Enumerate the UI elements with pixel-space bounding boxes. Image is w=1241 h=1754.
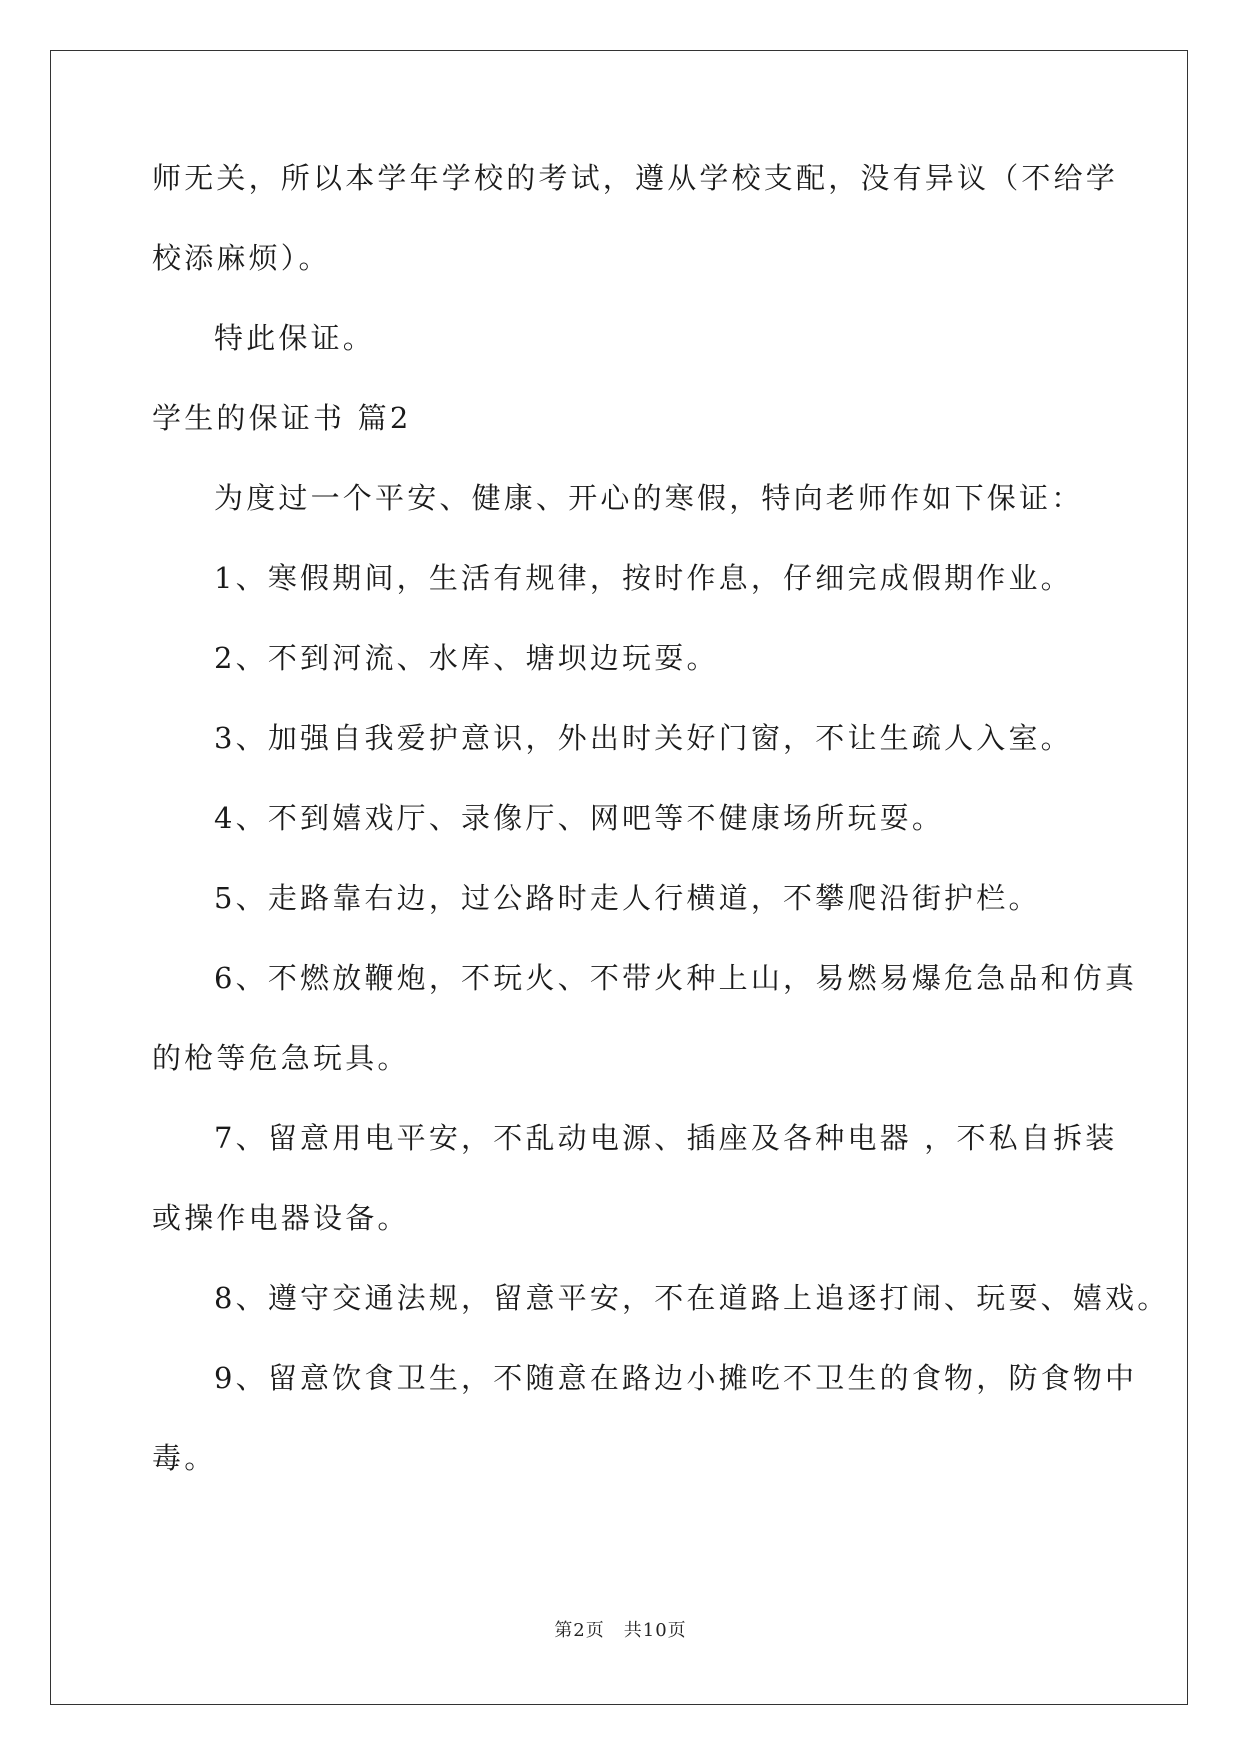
- list-item: 4、不到嬉戏厅、录像厅、网吧等不健康场所玩耍。: [214, 801, 945, 835]
- list-item: 9、留意饮食卫生，不随意在路边小摊吃不卫生的食物，防食物中: [214, 1361, 1138, 1395]
- paragraph-line: 特此保证。: [214, 321, 376, 355]
- list-item: 1、寒假期间，生活有规律，按时作息，仔细完成假期作业。: [214, 561, 1073, 595]
- list-item-continuation: 或操作电器设备。: [152, 1201, 410, 1235]
- list-item-continuation: 的枪等危急玩具。: [152, 1041, 410, 1075]
- list-item: 3、加强自我爱护意识，外出时关好门窗，不让生疏人入室。: [214, 721, 1073, 755]
- paragraph-line: 为度过一个平安、健康、开心的寒假，特向老师作如下保证：: [214, 481, 1084, 515]
- list-item: 6、不燃放鞭炮，不玩火、不带火种上山，易燃易爆危急品和仿真: [214, 961, 1138, 995]
- section-heading: 学生的保证书 篇2: [152, 401, 412, 435]
- list-item: 2、不到河流、水库、塘坝边玩耍。: [214, 641, 719, 675]
- list-item-continuation: 毒。: [152, 1441, 217, 1475]
- list-item: 7、留意用电平安，不乱动电源、插座及各种电器 ，不私自拆装: [214, 1121, 1118, 1155]
- list-item: 8、遵守交通法规，留意平安，不在道路上追逐打闹、玩耍、嬉戏。: [214, 1281, 1170, 1315]
- page-number-footer: 第2页 共10页: [554, 1620, 687, 1641]
- list-item: 5、走路靠右边，过公路时走人行横道，不攀爬沿街护栏。: [214, 881, 1041, 915]
- paragraph-line: 师无关，所以本学年学校的考试，遵从学校支配，没有异议（不给学: [152, 161, 1119, 195]
- paragraph-line: 校添麻烦）。: [152, 241, 331, 275]
